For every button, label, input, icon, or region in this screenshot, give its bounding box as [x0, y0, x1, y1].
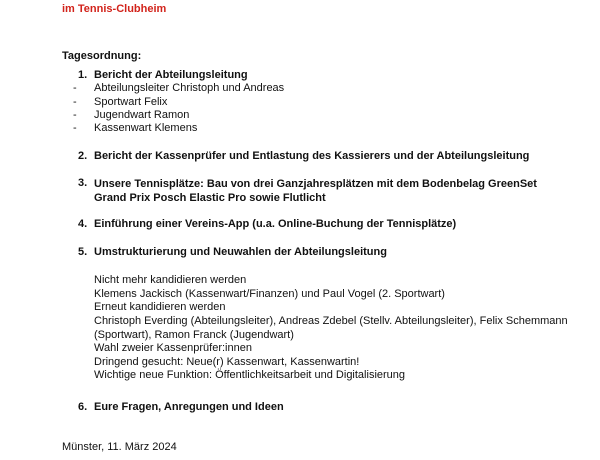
agenda-item-title: Einführung einer Vereins-App (u.a. Online-Buchung der Tennisplätze)	[94, 218, 457, 230]
detail-line: Christoph Everding (Abteilungsleiter), Andreas Zdebel (Stellv. Abteilungsleiter), Felix Schemmann (Sportwart), Ramon Franck (Jugendwart)	[94, 315, 568, 341]
agenda-item-title: Eure Fragen, Anregungen und Ideen	[94, 401, 284, 413]
agenda-item-number: 6.	[78, 401, 88, 413]
dash-bullet: -	[73, 109, 77, 121]
agenda-item-title: Umstrukturierung und Neuwahlen der Abteilungsleitung	[94, 246, 387, 258]
agenda-item-title: Unsere Tennisplätze: Bau von drei Ganzjahresplätzen mit dem Bodenbelag GreenSet Grand Prix Posch Elastic Pro sowie Flutlicht	[94, 178, 537, 204]
detail-line: Dringend gesucht: Neue(r) Kassenwart, Kassenwartin!	[94, 356, 360, 368]
subitem-label: Abteilungsleiter Christoph und Andreas	[94, 82, 285, 94]
detail-line: Erneut kandidieren werden	[94, 301, 226, 313]
detail-line: Nicht mehr kandidieren werden	[94, 274, 247, 286]
dash-bullet: -	[73, 122, 77, 134]
detail-line: Wichtige neue Funktion: Öffentlichkeitsarbeit und Digitalisierung	[94, 369, 406, 381]
detail-line: Klemens Jackisch (Kassenwart/Finanzen) und Paul Vogel (2. Sportwart)	[94, 288, 445, 300]
agenda-item-number: 5.	[78, 246, 88, 258]
agenda-item-number: 2.	[78, 150, 88, 162]
subitem-label: Sportwart Felix	[94, 96, 168, 108]
place-date: Münster, 11. März 2024	[62, 441, 177, 453]
dash-bullet: -	[73, 82, 77, 94]
agenda-item-number: 3.	[78, 177, 88, 189]
subitem-label: Jugendwart Ramon	[94, 109, 190, 121]
location-line: im Tennis-Clubheim	[62, 3, 167, 15]
detail-line: Wahl zweier Kassenprüfer:innen	[94, 342, 252, 354]
agenda-item-title: Bericht der Abteilungsleitung	[94, 69, 248, 81]
agenda-item-number: 4.	[78, 218, 88, 230]
agenda-item-title: Bericht der Kassenprüfer und Entlastung des Kassierers und der Abteilungsleitung	[94, 150, 530, 162]
subitem-label: Kassenwart Klemens	[94, 122, 198, 134]
agenda-heading: Tagesordnung:	[62, 50, 142, 62]
agenda-item-number: 1.	[78, 69, 88, 81]
dash-bullet: -	[73, 96, 77, 108]
